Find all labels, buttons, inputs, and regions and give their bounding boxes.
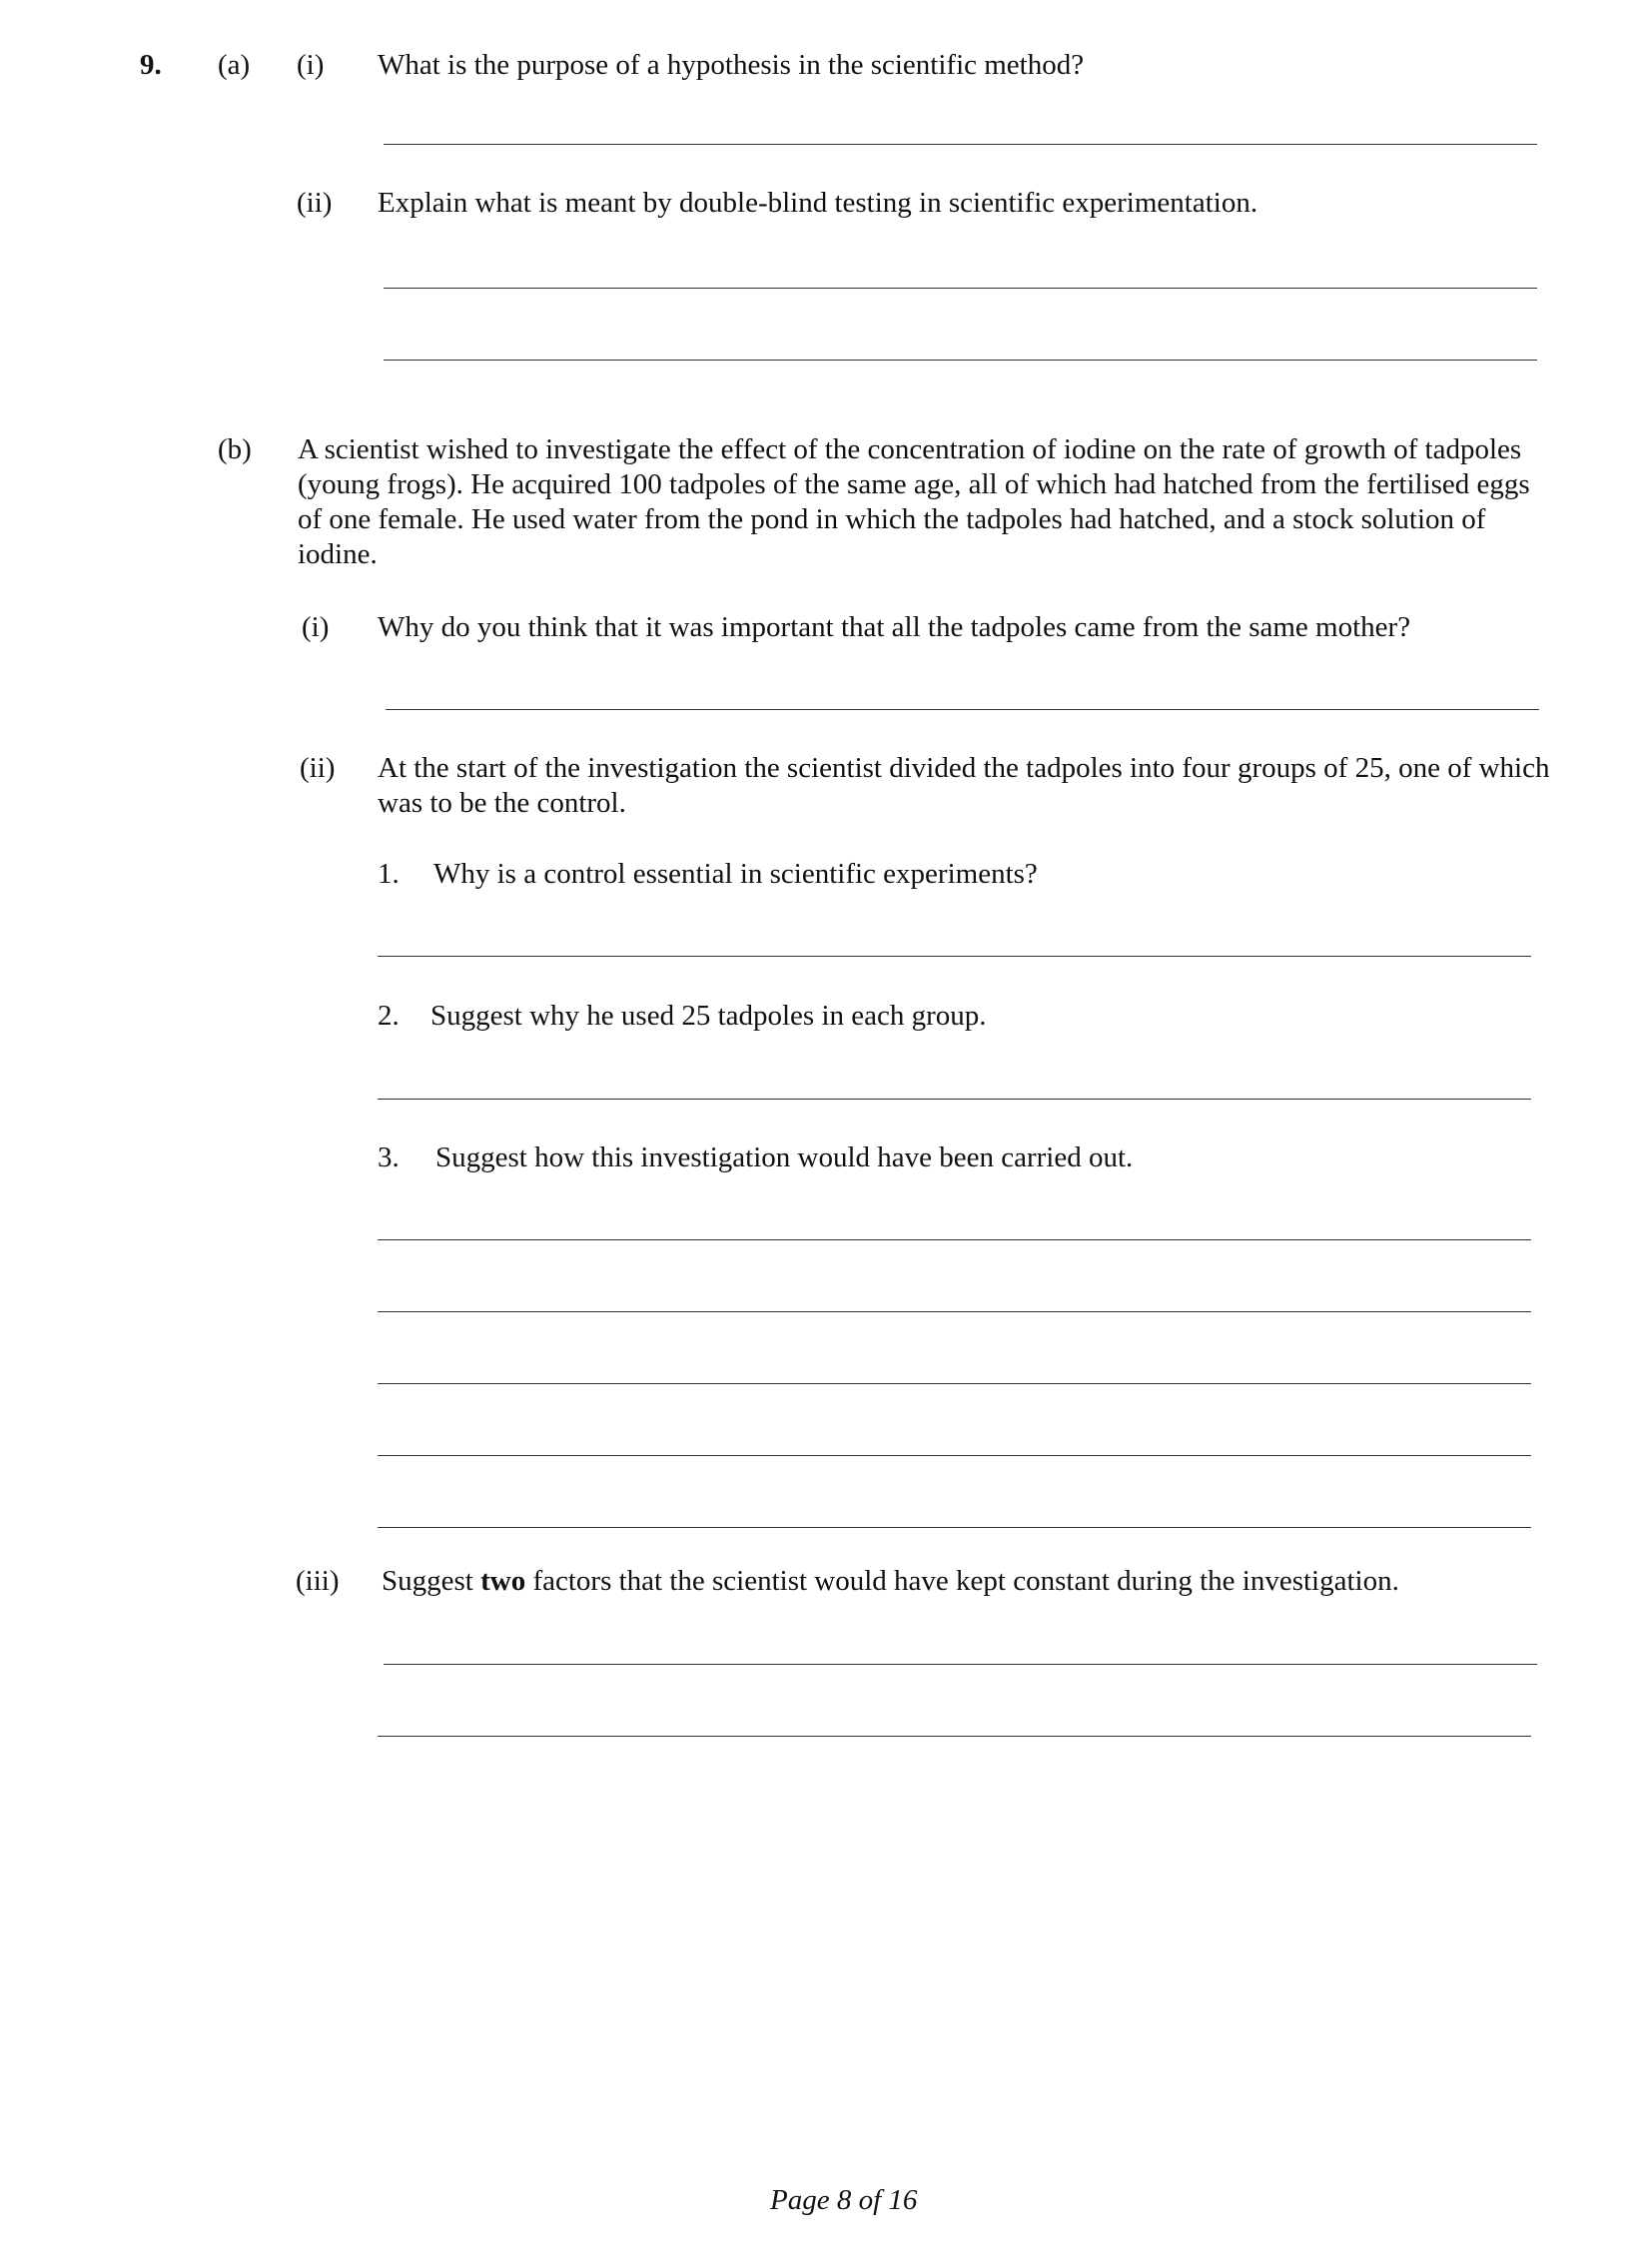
answer-line[interactable] <box>384 144 1537 145</box>
answer-line[interactable] <box>378 1311 1531 1312</box>
item-question: Why is a control essential in scientific experiments? <box>433 858 1038 890</box>
part-b-ii-text: At the start of the investigation the scientist divided the tadpoles into four groups of 25, one of which was to be the control. <box>378 752 1550 819</box>
part-a-i-label: (i) <box>297 49 325 81</box>
part-a-ii-label: (ii) <box>297 187 333 219</box>
part-a-ii-question: Explain what is meant by double-blind testing in scientific experimentation. <box>378 187 1258 219</box>
answer-line[interactable] <box>378 1736 1531 1737</box>
answer-line[interactable] <box>378 1527 1531 1528</box>
answer-line[interactable] <box>378 1383 1531 1384</box>
question-number: 9. <box>140 49 162 81</box>
part-b-i-question: Why do you think that it was important that all the tadpoles came from the same mother? <box>378 611 1411 643</box>
page-footer: Page 8 of 16 <box>770 2184 918 2216</box>
part-b-label: (b) <box>218 433 252 465</box>
answer-line[interactable] <box>378 1455 1531 1456</box>
item-number: 1. <box>378 858 400 890</box>
part-b-intro: A scientist wished to investigate the effect of the concentration of iodine on the rate of growth of tadpoles (young frogs). He acquired 100 tadpoles of the same age, all of which had hatched from the fertilised eggs of one female. He used water from the pond in which the tadpoles had hatched, and a stock solution of iodine. <box>298 433 1530 570</box>
item-number: 2. <box>378 1000 400 1032</box>
answer-line[interactable] <box>378 1099 1531 1100</box>
answer-line[interactable] <box>384 288 1537 289</box>
part-b-ii-label: (ii) <box>300 752 336 784</box>
part-b-i-label: (i) <box>302 611 330 643</box>
answer-line[interactable] <box>384 360 1537 361</box>
part-b-iii-label: (iii) <box>296 1565 340 1597</box>
part-b-iii-question: Suggest two factors that the scientist would have kept constant during the investigation. <box>382 1565 1399 1597</box>
answer-line[interactable] <box>378 956 1531 957</box>
emphasis-two: two <box>480 1565 526 1597</box>
answer-line[interactable] <box>384 1664 1537 1665</box>
part-a-label: (a) <box>218 49 251 81</box>
part-a-i-question: What is the purpose of a hypothesis in the scientific method? <box>378 49 1085 81</box>
answer-line[interactable] <box>386 709 1539 710</box>
item-question: Suggest how this investigation would have been carried out. <box>435 1141 1134 1173</box>
item-number: 3. <box>378 1141 400 1173</box>
answer-line[interactable] <box>378 1239 1531 1240</box>
item-question: Suggest why he used 25 tadpoles in each group. <box>430 1000 987 1032</box>
